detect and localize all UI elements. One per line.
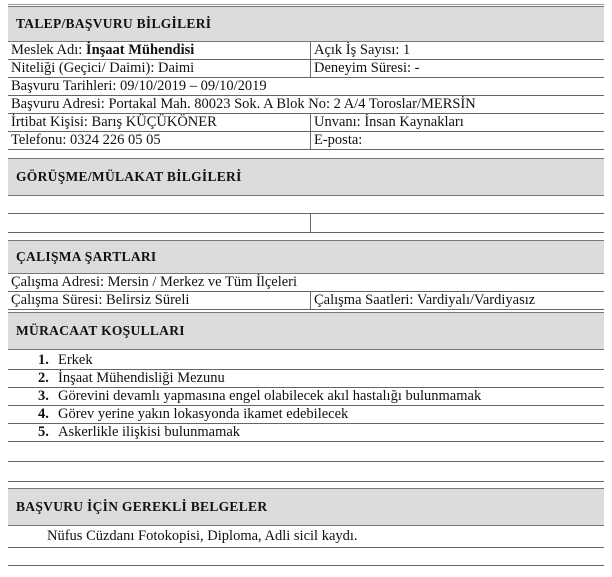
list-item [8, 406, 604, 424]
eposta-cell: E-posta: [310, 132, 604, 149]
section-title-muracaat: MÜRACAAT KOŞULLARI [16, 323, 185, 338]
acik-is-cell: Açık İş Sayısı: 1 [310, 42, 604, 59]
list-item-text: Görev yerine yakın lokasyonda ikamet edebilecek [58, 406, 349, 422]
list-item [8, 424, 604, 442]
list-item-number: 1. [38, 352, 49, 368]
unvan-cell: Unvanı: İnsan Kaynakları [310, 114, 604, 131]
section-header-gorusme [8, 158, 604, 196]
belgeler-empty-row [8, 548, 604, 566]
gorusme-empty-row [8, 196, 604, 214]
row-nitelik [8, 60, 604, 78]
row-meslek [8, 42, 604, 60]
row-tarih [8, 78, 604, 96]
meslek-label: Meslek Adı: [11, 42, 86, 58]
calisma-sure-cell: Çalışma Süresi: Belirsiz Süreli [11, 292, 190, 308]
muracaat-empty-row [8, 442, 604, 462]
row-belgeler [8, 526, 604, 548]
calisma-adres-cell: Çalışma Adresi: Mersin / Merkez ve Tüm İlçeleri [11, 274, 298, 290]
list-item-text: İnşaat Mühendisliği Mezunu [58, 370, 225, 386]
row-irtibat [8, 114, 604, 132]
gorusme-cell-divider [310, 214, 311, 232]
list-item-text: Erkek [58, 352, 93, 368]
list-item-number: 4. [38, 406, 49, 422]
tarih-cell: Başvuru Tarihleri: 09/10/2019 – 09/10/2019 [11, 78, 267, 94]
row-calisma-adres [8, 274, 604, 292]
telefon-cell: Telefonu: 0324 226 05 05 [11, 132, 161, 148]
list-item [8, 352, 604, 370]
irtibat-cell: İrtibat Kişisi: Barış KÜÇÜKÖNER [11, 114, 217, 130]
row-calisma-sure [8, 292, 604, 310]
row-adres [8, 96, 604, 114]
section-header-belgeler [8, 488, 604, 526]
adres-cell: Başvuru Adresi: Portakal Mah. 80023 Sok. A Blok No: 2 A/4 Toroslar/MERSİN [11, 96, 476, 112]
calisma-saat-cell: Çalışma Saatleri: Vardiyalı/Vardiyasız [310, 292, 604, 309]
section-header-talep [8, 6, 604, 42]
document-page [8, 0, 604, 577]
list-item-number: 3. [38, 388, 49, 404]
list-item-text: Askerlikle ilişkisi bulunmamak [58, 424, 241, 440]
deneyim-cell: Deneyim Süresi: - [310, 60, 604, 77]
list-item-number: 2. [38, 370, 49, 386]
list-item-number: 5. [38, 424, 49, 440]
section-title-belgeler: BAŞVURU İÇİN GEREKLİ BELGELER [16, 499, 268, 514]
list-item [8, 370, 604, 388]
meslek-value: İnşaat Mühendisi [85, 42, 195, 58]
gorusme-empty-row-2 [8, 214, 604, 233]
list-item-text: Görevini devamlı yapmasına engel olabilecek akıl hastalığı bulunmamak [58, 388, 482, 404]
nitelik-cell: Niteliği (Geçici/ Daimi): Daimi [11, 60, 195, 76]
list-item [8, 388, 604, 406]
section-header-muracaat [8, 312, 604, 350]
row-telefon [8, 132, 604, 150]
belgeler-text: Nüfus Cüzdanı Fotokopisi, Diploma, Adli sicil kaydı. [47, 528, 358, 544]
section-title-calisma: ÇALIŞMA ŞARTLARI [16, 249, 157, 264]
section-header-calisma [8, 240, 604, 274]
muracaat-empty-row-2 [8, 462, 604, 482]
section-title-talep: TALEP/BAŞVURU BİLGİLERİ [16, 16, 212, 31]
top-divider [8, 0, 604, 5]
meslek-cell [8, 42, 310, 59]
section-title-gorusme: GÖRÜŞME/MÜLAKAT BİLGİLERİ [16, 169, 242, 184]
